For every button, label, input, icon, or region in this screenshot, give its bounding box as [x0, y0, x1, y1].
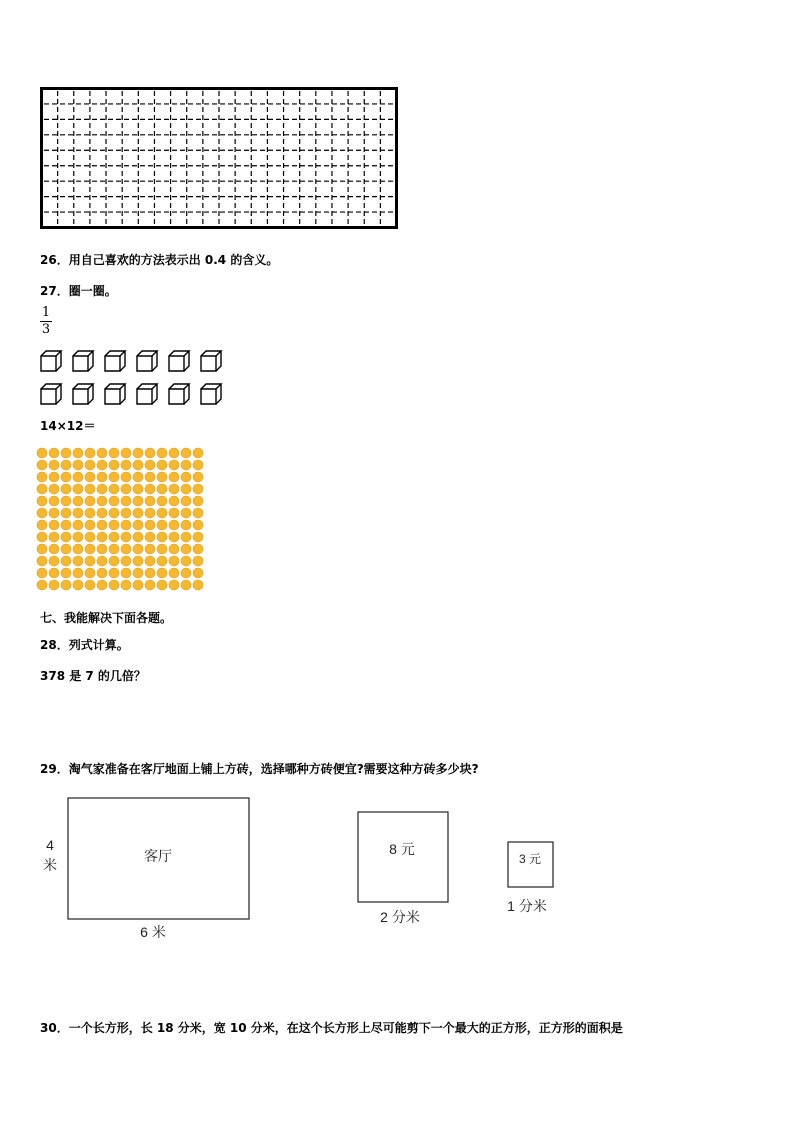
dot: [169, 520, 179, 530]
cube-icon: [137, 351, 157, 371]
dot: [181, 580, 191, 590]
dot: [73, 532, 83, 542]
dot: [169, 460, 179, 470]
dot: [121, 448, 131, 458]
dot: [73, 556, 83, 566]
dot: [181, 472, 191, 482]
multiplication-prompt: 14×12＝: [40, 419, 96, 433]
dot: [157, 532, 167, 542]
dot: [145, 508, 155, 518]
dot: [145, 484, 155, 494]
big-tile-rect: [358, 812, 448, 902]
dot: [73, 568, 83, 578]
dot: [133, 544, 143, 554]
dot: [181, 448, 191, 458]
dot: [49, 544, 59, 554]
dot: [133, 496, 143, 506]
dot: [37, 556, 47, 566]
dot: [61, 472, 71, 482]
question-26: 26．用自己喜欢的方法表示出 0.4 的含义。: [40, 253, 279, 267]
dot: [37, 532, 47, 542]
dot: [49, 508, 59, 518]
dot: [73, 472, 83, 482]
dot: [109, 508, 119, 518]
cube-icon: [169, 384, 189, 404]
dot: [109, 532, 119, 542]
dot: [97, 472, 107, 482]
dot: [49, 472, 59, 482]
big-tile-price: 8 元: [389, 841, 415, 857]
dot: [133, 448, 143, 458]
dot: [109, 580, 119, 590]
dot: [157, 580, 167, 590]
dot: [121, 580, 131, 590]
dashed-grid: [40, 87, 398, 229]
room-height-number: 4: [46, 837, 54, 853]
dot: [193, 556, 203, 566]
dot: [181, 508, 191, 518]
dot: [97, 508, 107, 518]
cube-group: [40, 350, 230, 410]
dot: [109, 460, 119, 470]
dot: [49, 580, 59, 590]
dot: [193, 508, 203, 518]
dot: [73, 484, 83, 494]
dot: [193, 472, 203, 482]
dot: [157, 496, 167, 506]
dot: [169, 544, 179, 554]
fraction-one-third: [40, 306, 52, 337]
dot: [193, 484, 203, 494]
dot: [73, 508, 83, 518]
dot: [145, 496, 155, 506]
dot: [109, 496, 119, 506]
dot: [181, 544, 191, 554]
section-7-heading: 七、我能解决下面各题。: [40, 611, 173, 625]
dot: [85, 448, 95, 458]
dot: [133, 472, 143, 482]
dot: [157, 556, 167, 566]
dot: [121, 532, 131, 542]
dot: [97, 568, 107, 578]
dot: [169, 532, 179, 542]
dot: [133, 556, 143, 566]
dot: [37, 448, 47, 458]
dot: [157, 472, 167, 482]
dot: [121, 484, 131, 494]
big-tile-size: 2 分米: [380, 909, 420, 925]
dot: [85, 580, 95, 590]
dot: [145, 580, 155, 590]
dot: [85, 508, 95, 518]
dot: [49, 520, 59, 530]
dot: [61, 520, 71, 530]
dot: [121, 460, 131, 470]
dot: [169, 580, 179, 590]
dot: [73, 580, 83, 590]
dot: [37, 520, 47, 530]
dot: [181, 460, 191, 470]
dot: [61, 508, 71, 518]
dot: [109, 520, 119, 530]
dot: [73, 460, 83, 470]
dot: [49, 568, 59, 578]
dot: [85, 460, 95, 470]
dot: [133, 484, 143, 494]
cube-icon: [137, 384, 157, 404]
room-width-label: 6 米: [140, 924, 166, 940]
dot: [49, 532, 59, 542]
dot-array: [36, 447, 212, 597]
small-tile-size: 1 分米: [507, 898, 547, 914]
dot: [121, 520, 131, 530]
cube-icon: [41, 384, 61, 404]
dot: [97, 460, 107, 470]
cube-icon: [41, 351, 61, 371]
dot: [169, 448, 179, 458]
dot: [61, 448, 71, 458]
dot: [181, 484, 191, 494]
dot: [61, 568, 71, 578]
question-28: 28．列式计算。: [40, 638, 129, 652]
dot: [97, 532, 107, 542]
dot: [37, 568, 47, 578]
question-28-text: 378 是 7 的几倍？: [40, 669, 146, 683]
dot: [193, 448, 203, 458]
dot: [169, 484, 179, 494]
dot: [157, 484, 167, 494]
dot: [193, 580, 203, 590]
dot: [145, 544, 155, 554]
dot: [193, 520, 203, 530]
question-30: 30．一个长方形，长 18 分米，宽 10 分米，在这个长方形上尽可能剪下一个最大的正方形，正方形的面积是: [40, 1021, 623, 1035]
dot: [109, 568, 119, 578]
dot: [121, 508, 131, 518]
fraction-denominator: 3: [41, 322, 51, 337]
dot: [133, 460, 143, 470]
dot: [109, 484, 119, 494]
dot: [169, 472, 179, 482]
question-29: 29．淘气家准备在客厅地面上铺上方砖，选择哪种方砖便宜?需要这种方砖多少块?: [40, 762, 479, 776]
dot: [121, 556, 131, 566]
dot: [97, 496, 107, 506]
dot: [61, 460, 71, 470]
dot: [37, 460, 47, 470]
dot: [193, 496, 203, 506]
small-tile-price: 3 元: [518, 852, 542, 866]
dot: [169, 556, 179, 566]
dot: [85, 532, 95, 542]
dot: [145, 532, 155, 542]
dot: [157, 448, 167, 458]
question-27: 27．圈一圈。: [40, 284, 117, 298]
dot: [121, 472, 131, 482]
cube-icon: [73, 351, 93, 371]
dot: [181, 568, 191, 578]
dot: [97, 580, 107, 590]
dot: [49, 460, 59, 470]
dot: [193, 568, 203, 578]
dot: [133, 520, 143, 530]
dot: [181, 556, 191, 566]
dot: [145, 460, 155, 470]
dot: [121, 496, 131, 506]
dot: [145, 472, 155, 482]
dot: [85, 520, 95, 530]
dot: [169, 496, 179, 506]
dot: [157, 544, 167, 554]
dot: [85, 568, 95, 578]
dot: [121, 544, 131, 554]
tile-diagram: [40, 792, 600, 952]
dot: [73, 520, 83, 530]
cube-icon: [201, 351, 221, 371]
dot: [109, 544, 119, 554]
dot: [169, 568, 179, 578]
dot: [133, 568, 143, 578]
living-room-label: 客厅: [144, 848, 172, 864]
cube-icon: [105, 351, 125, 371]
dot: [121, 568, 131, 578]
dot: [97, 520, 107, 530]
fraction-numerator: 1: [41, 305, 51, 320]
dot: [181, 532, 191, 542]
dot: [145, 568, 155, 578]
dot: [193, 532, 203, 542]
cube-icon: [105, 384, 125, 404]
dot: [85, 472, 95, 482]
dot: [37, 472, 47, 482]
dot: [169, 508, 179, 518]
dot: [97, 556, 107, 566]
dot: [85, 496, 95, 506]
dot: [157, 520, 167, 530]
dot: [37, 580, 47, 590]
dot: [193, 544, 203, 554]
dot: [61, 556, 71, 566]
dot: [109, 556, 119, 566]
cube-icon: [201, 384, 221, 404]
dot: [97, 544, 107, 554]
dot: [133, 532, 143, 542]
dot: [109, 472, 119, 482]
dot: [37, 508, 47, 518]
dot: [73, 496, 83, 506]
dot: [145, 448, 155, 458]
dot: [133, 508, 143, 518]
dot: [145, 520, 155, 530]
dot: [97, 448, 107, 458]
dot: [181, 520, 191, 530]
cube-icon: [73, 384, 93, 404]
dot: [61, 484, 71, 494]
dot: [157, 460, 167, 470]
dot: [109, 448, 119, 458]
dot: [133, 580, 143, 590]
dot: [181, 496, 191, 506]
dot: [49, 448, 59, 458]
dot: [49, 496, 59, 506]
dot: [73, 448, 83, 458]
dot: [61, 544, 71, 554]
dot: [97, 484, 107, 494]
dot: [85, 556, 95, 566]
dot: [73, 544, 83, 554]
dot: [85, 484, 95, 494]
room-height-unit: 米: [43, 857, 57, 873]
cube-icon: [169, 351, 189, 371]
dot: [37, 496, 47, 506]
dot: [61, 532, 71, 542]
dot: [145, 556, 155, 566]
dot: [37, 544, 47, 554]
dot: [49, 484, 59, 494]
dot: [37, 484, 47, 494]
dot: [157, 508, 167, 518]
dot: [61, 496, 71, 506]
dot: [193, 460, 203, 470]
dot: [157, 568, 167, 578]
dot: [61, 580, 71, 590]
dot: [49, 556, 59, 566]
dot: [85, 544, 95, 554]
